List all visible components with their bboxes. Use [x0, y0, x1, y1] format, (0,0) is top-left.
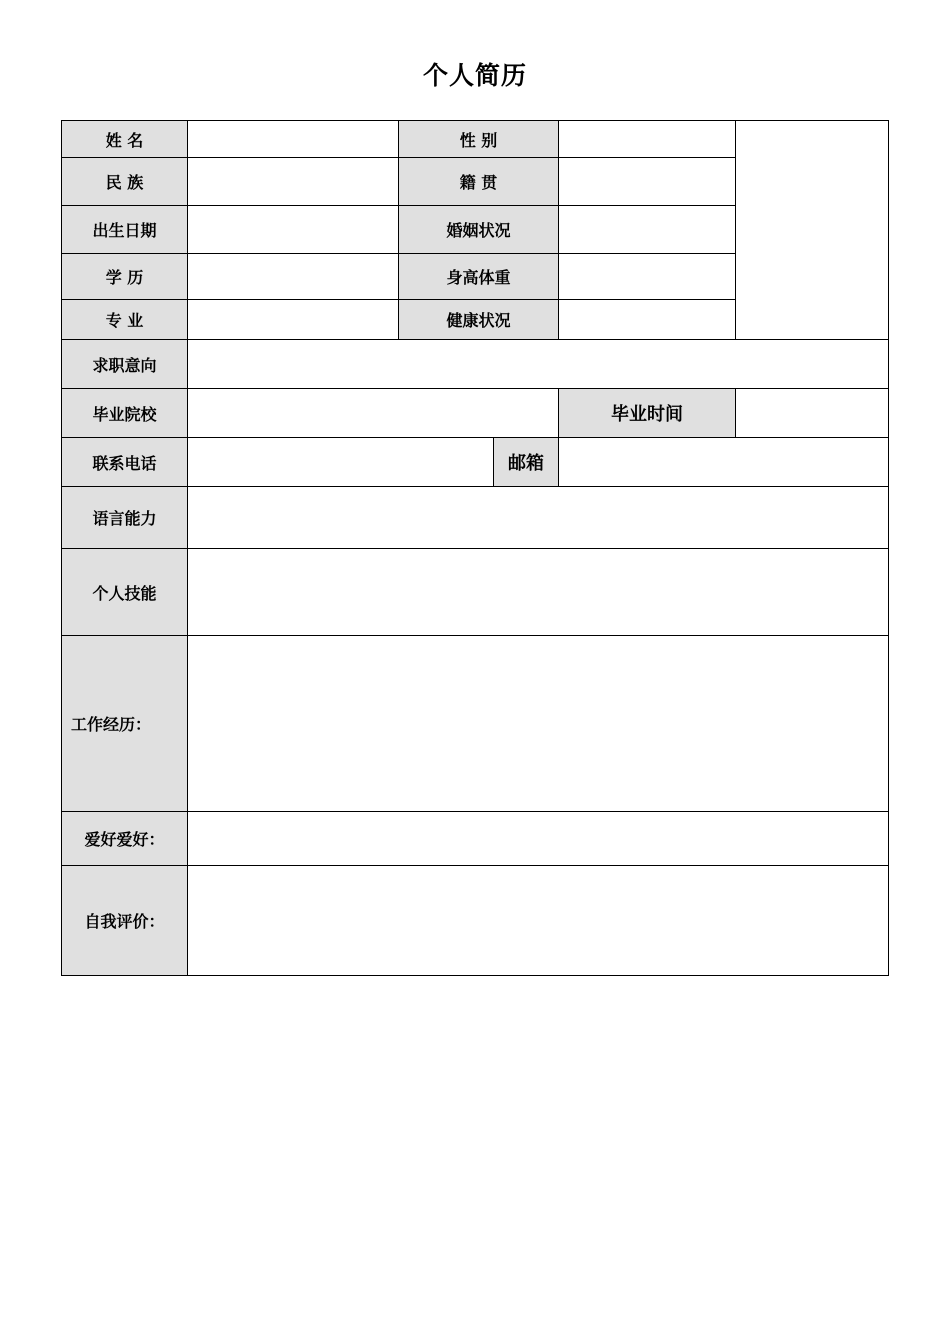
language-label: 语言能力	[62, 487, 188, 549]
marital-status-label: 婚姻状况	[399, 206, 559, 254]
email-field[interactable]	[559, 438, 888, 487]
school-field[interactable]	[188, 389, 559, 438]
name-field[interactable]	[188, 121, 399, 158]
skills-label: 个人技能	[62, 549, 188, 636]
school-label: 毕业院校	[62, 389, 188, 438]
photo-area[interactable]	[736, 121, 888, 340]
major-field[interactable]	[188, 300, 399, 340]
name-label: 姓 名	[62, 121, 188, 158]
education-label: 学 历	[62, 254, 188, 300]
native-place-label: 籍 贯	[399, 158, 559, 206]
ethnicity-field[interactable]	[188, 158, 399, 206]
health-field[interactable]	[559, 300, 736, 340]
work-experience-label: 工作经历：	[62, 636, 188, 812]
language-field[interactable]	[188, 487, 888, 549]
height-weight-label: 身高体重	[399, 254, 559, 300]
birth-date-field[interactable]	[188, 206, 399, 254]
phone-field[interactable]	[188, 438, 494, 487]
self-evaluation-label: 自我评价：	[62, 866, 188, 975]
gender-label: 性 别	[399, 121, 559, 158]
phone-label: 联系电话	[62, 438, 188, 487]
native-place-field[interactable]	[559, 158, 736, 206]
health-label: 健康状况	[399, 300, 559, 340]
page-title: 个人简历	[422, 61, 527, 90]
education-field[interactable]	[188, 254, 399, 300]
job-intention-label: 求职意向	[62, 340, 188, 389]
job-intention-field[interactable]	[188, 340, 888, 389]
ethnicity-label: 民 族	[62, 158, 188, 206]
self-evaluation-field[interactable]	[188, 866, 888, 975]
hobbies-field[interactable]	[188, 812, 888, 866]
graduation-time-field[interactable]	[736, 389, 888, 438]
graduation-time-label: 毕业时间	[559, 389, 736, 438]
gender-field[interactable]	[559, 121, 736, 158]
resume-table	[61, 120, 889, 976]
work-experience-field[interactable]	[188, 636, 888, 812]
hobbies-label: 爱好爱好：	[62, 812, 188, 866]
marital-status-field[interactable]	[559, 206, 736, 254]
height-weight-field[interactable]	[559, 254, 736, 300]
major-label: 专 业	[62, 300, 188, 340]
skills-field[interactable]	[188, 549, 888, 636]
birth-date-label: 出生日期	[62, 206, 188, 254]
email-label: 邮箱	[494, 438, 559, 487]
